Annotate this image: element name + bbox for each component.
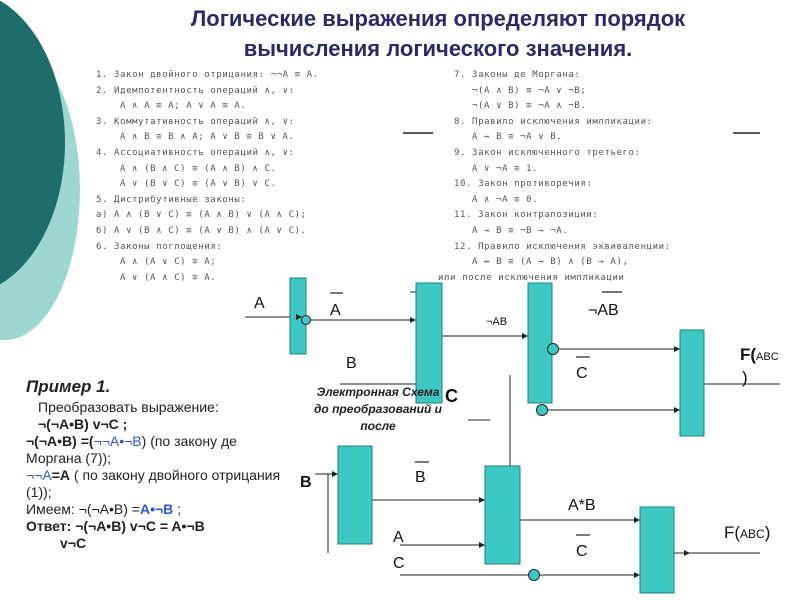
title-line-1: Логические выражения определяют порядок [190,6,686,31]
example-answer-tail: v¬C [60,535,87,551]
law-line: а) A ∧ (B ∨ C) ≡ (A ∧ B) ∨ (A ∧ C); [96,210,307,221]
label-not-c-bottom: C [576,543,588,560]
title-line-2: вычисления логического значения. [243,36,633,61]
label-not-b: B [415,469,426,486]
law-line: A ∧ ¬A ≡ 0. [472,194,539,205]
caption-line: Электронная Схема [316,385,440,399]
inversion-bubble [302,316,311,325]
law-line: 1. Закон двойного отрицания: ¬¬A ≡ A. [96,70,319,80]
law-line: A → B ≡ ¬B → ¬A. [472,225,569,236]
example-step-1: ¬(¬A•B) =(¬¬A•¬B) (по закону де Моргана (7)); [26,433,237,466]
label-not-c: C [576,365,588,382]
law-line: 12. Правило исключения эквиваленции: [454,241,671,252]
input-label-c-bottom: C [393,555,405,572]
input-label-b-bold: B [300,474,312,491]
example-step-2: ¬¬A=A ( по закону двойного отрицания (1)); [26,467,281,500]
arrow-head [479,497,485,503]
law-line: 4. Ассоциативность операций ∧, ∨: [96,147,295,158]
law-line: 2. Идемпотентность операций ∧, ∨: [96,85,295,96]
example-expression: ¬(¬A•B) v¬C ; [38,416,128,432]
law-line: 3. Коммутативность операций ∧, ∨: [96,116,295,127]
arrow-head [410,317,416,323]
arrow-head [684,550,690,556]
inversion-bubble [548,344,559,355]
law-line: ¬(A ∧ B) ≡ ¬A ∨ ¬B; [472,85,587,96]
input-label-c: C [445,386,458,406]
output-label-f-bottom: F(ABC) [724,523,771,542]
caption-line: после [360,419,396,433]
law-line: б) A ∨ (B ∧ C) ≡ (A ∨ B) ∧ (A ∨ C). [96,225,307,236]
law-line: 8. Правило исключения импликации: [454,116,653,127]
law-line: A ∧ (A ∨ C) ≡ A; [120,257,217,268]
law-line: A ↔ B ≡ (A → B) ∧ (B → A), [472,257,629,268]
input-label-a-bottom: A [393,529,404,546]
law-line: A ∧ (B ∧ C) ≡ (A ∧ B) ∧ C. [120,163,277,174]
law-line: 9. Закон исключенного третьего: [454,147,641,158]
arrow-head [634,517,640,523]
label-a-and-b: A*B [568,497,596,514]
inversion-bubble [537,405,548,416]
not-gate [528,283,552,403]
law-line: 11. Закон контрапозиции: [454,210,599,221]
law-line: 5. Дистрибутивные законы: [96,194,247,205]
law-line: A → B ≡ ¬A ∨ B. [472,132,563,143]
law-line: ¬(A ∨ B) ≡ ¬A ∧ ¬B. [472,101,587,112]
input-label-a: A [254,295,265,312]
law-line: 7. Законы де Моргана: [454,70,581,80]
law-line: A ∨ (A ∧ C) ≡ A. [120,272,217,283]
law-line: A ∧ B ≡ B ∧ A; A ∨ B ≡ B ∨ A. [120,132,295,143]
input-label-b: B [346,355,357,372]
law-line: A ∨ ¬A ≡ 1. [472,163,539,174]
label-not-ab: ¬AB [588,302,619,319]
arrow-head [332,471,338,477]
label-not-ab-small: ¬AB [486,316,508,328]
or-gate [640,507,674,593]
wires-bottom [315,474,760,575]
law-line: 6. Законы поглощения: [96,241,223,252]
example-answer: Ответ: ¬(¬A•B) v¬C = A•¬B [26,518,205,534]
example-heading: Пример 1. [26,377,111,396]
law-line: A ∨ (B ∨ C) ≡ (A ∨ B) ∨ C. [120,179,277,190]
inversion-bubble [529,570,540,581]
law-line: A ∧ A ≡ A; A ∨ A ≡ A. [120,101,247,112]
circuit-caption [288,384,468,435]
law-line: или после исключения импликации [438,272,625,283]
arrow-head [479,542,485,548]
and-gate [485,466,520,564]
arrow-head [674,346,680,352]
arrow-head [522,333,528,339]
example-block [26,378,296,552]
or-gate [680,330,704,436]
caption-line: до преобразований и [314,402,442,416]
label-not-a: A [330,302,341,319]
output-label-f-top-close: ) [742,368,748,387]
law-line: 10. Закон противоречия: [454,179,593,190]
example-have: Имеем: ¬(¬A•B) =A•¬B ; [26,501,182,517]
output-label-f-top: F(ABC [740,345,779,364]
arrow-head [634,572,640,578]
not-gate [338,446,372,544]
example-task: Преобразовать выражение: [38,399,219,415]
arrow-head [674,407,680,413]
